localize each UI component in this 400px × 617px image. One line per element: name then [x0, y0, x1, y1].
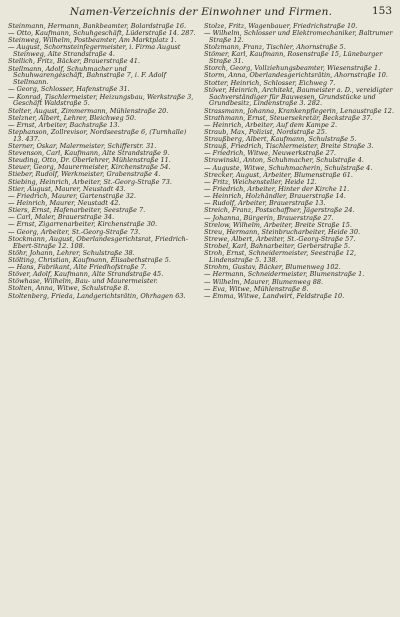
directory-entry: — Heinrich, Holzhändler, Brauerstraße 14. — [204, 192, 346, 201]
directory-entry: Strecker, August, Arbeiter, Blumenstraße 61. — [204, 170, 353, 179]
directory-entry: — Wilhelm, Schlosser und Elektromechaniker, Baltrumer Straße 12. — [204, 29, 393, 44]
directory-entry: Stolten, Anna, Witwe, Schulstraße 8. — [8, 284, 130, 293]
directory-entry: Stoltenberg, Frieda, Landgerichtsrätin, Ohrhagen 63. — [8, 291, 186, 300]
directory-entry: — Carl, Maler, Brauerstraße 34. — [8, 213, 115, 222]
directory-entry: Steinweg, Wilhelm, Postbeamter, Am Marktplatz 1. — [8, 36, 177, 45]
directory-entry: Stolze, Fritz, Wagenbauer, Friedrichstraße 10. — [204, 22, 358, 30]
directory-entry: — Friedrich, Witwe, Neuwerkstraße 27. — [204, 149, 336, 158]
page-title: Namen-Verzeichnis der Einwohner und Firmen. — [69, 6, 333, 18]
right-column — [204, 23, 394, 300]
directory-entry: Stier, August, Maurer, Neustadt 43. — [8, 184, 126, 193]
directory-columns — [8, 23, 394, 300]
directory-entry: Strelow, Wilhelm, Arbeiter, Breite Straße 15. — [204, 220, 352, 229]
directory-entry: — Heinrich, Arbeiter, Auf dem Kampe 2. — [204, 120, 338, 129]
directory-entry: — Georg, Arbeiter, St.-Georg-Straße 73. — [8, 227, 141, 236]
directory-entry: Stellich, Fritz, Bäcker, Brauerstraße 41. — [8, 57, 140, 66]
directory-entry: Strauß, Friedrich, Tischlermeister, Breite Straße 3. — [204, 142, 374, 151]
directory-entry: Stroh, Ernst, Schneidermeister, Seestraße 12, Lindenstraße 5. 138. — [204, 249, 357, 265]
directory-entry: Storm, Anna, Oberlandesgerichtsrätin, Ahornstraße 10. — [204, 71, 388, 80]
directory-entry: Sterner, Oskar, Malermeister, Schifferstr. 31. — [8, 141, 157, 150]
directory-entry: — Rudolf, Arbeiter, Brauerstraße 13. — [204, 199, 326, 208]
directory-entry: — Hermann, Schneidermeister, Blumenstraße 1. — [204, 270, 365, 279]
directory-entry: Steinmann, Hermann, Bankbeamter, Bolardstraße 16. — [8, 22, 187, 30]
directory-entry: Steuding, Otto, Dr. Oberlehrer, Mühlenstraße 11. — [8, 156, 171, 165]
directory-entry: Strathmann, Ernst, Steuersekretär, Beckstraße 37. — [204, 113, 373, 122]
left-column — [8, 23, 198, 300]
directory-entry: Straub, Max, Polizist, Nordstraße 25. — [204, 127, 328, 136]
directory-entry: — Ernst, Zigarrenarbeiter, Kirchenstraße 30. — [8, 220, 158, 229]
directory-entry: Stiers, Ernst, Hafenarbeiter, Seestraße 7. — [8, 206, 146, 215]
directory-entry: Stömer, Karl, Kaufmann, Rosenstraße 15, Lüneburger Straße 31. — [204, 50, 383, 66]
directory-entry: — Friedrich, Arbeiter, Hinter der Kirche 11. — [204, 185, 350, 194]
directory-entry: Stelzner, Albert, Lehrer, Bleichweg 50. — [8, 113, 137, 122]
directory-entry: Stellmann, Adolf, Schuhmacher und Schuhwarengeschäft, Bahnstraße 7, i. F. Adolf Stellmann. — [8, 64, 166, 87]
directory-entry: — Heinrich, Maurer, Neustadt 42. — [8, 199, 121, 208]
directory-entry: — August, Schornsteinfegermeister, i. Firma August Steinweg, Alte Strandstraße 4. — [8, 43, 181, 59]
directory-entry: Straußberg, Albert, Kaufmann, Schulstraße 5. — [204, 135, 357, 144]
directory-entry: Stevenson, Carl, Kaufmann, Alte Strandstraße 9. — [8, 149, 170, 158]
directory-entry: — Hans, Fabrikant, Alte Friedhofstraße 7. — [8, 263, 147, 271]
directory-entry: — Konrad, Tischlermeister, Heizungsbau, Werkstraße 3, Geschäft Waldstraße 5. — [8, 92, 194, 108]
directory-entry: Stephanson, Zollrevisor, Nordseestraße 6, (Turnhalle) 13. 437. — [8, 127, 187, 143]
directory-entry: — Friedrich, Maurer, Gartenstraße 32. — [8, 191, 136, 200]
directory-entry: Stöhr, Johann, Lehrer, Schulstraße 38. — [8, 248, 135, 257]
directory-entry: Stotter, Heinrich, Schlosser, Eichweg 7. — [204, 78, 336, 87]
directory-entry: Steuer, Georg, Maurermeister, Kirchenstraße 54. — [8, 163, 171, 172]
directory-entry: Stöver, Heinrich, Architekt, Baumeister a. D., vereidigter Sachverständiger für Bauwesen, Grundstücke und Grundbesitz, Lindenstraße 3. 282. — [204, 85, 393, 108]
directory-entry: Streu, Hermann, Steinbrucharbeiter, Heide 30. — [204, 227, 361, 236]
directory-entry: Stockmann, August, Oberlandesgerichtsrat, Friedrich-Ebert-Straße 12. 108. — [8, 234, 188, 250]
directory-entry: Storch, Georg, Vollziehungsbeamter, Wiesenstraße 1. — [204, 64, 381, 73]
directory-entry: — Eva, Witwe, Mühlenstraße 8. — [204, 284, 309, 293]
directory-entry: Strohm, Gustav, Bäcker, Blumenweg 102. — [204, 263, 341, 272]
directory-entry: Stöver, Adolf, Kaufmann, Alte Strandstraße 45. — [8, 270, 164, 279]
directory-entry: Strassmann, Johanna, Krankenpflegerin, Lenaustraße 12. — [204, 106, 395, 115]
directory-entry: Stieber, Rudolf, Werkmeister, Grabenstraße 4. — [8, 170, 161, 179]
directory-entry: — Auguste, Witwe, Schuhmacherin, Schulstraße 4. — [204, 163, 373, 172]
directory-entry: Strobel, Karl, Bahnarbeiter, Gerberstraße 5. — [204, 242, 351, 251]
directory-entry: — Emma, Witwe, Landwirt, Feldstraße 10. — [204, 291, 345, 300]
directory-entry: — Georg, Schlosser, Hafenstraße 31. — [8, 85, 130, 94]
page-header — [8, 5, 394, 20]
directory-entry: Stöwhase, Wilhelm, Bau- und Maurermeister. — [8, 277, 158, 286]
directory-entry: Stelter, August, Zimmermann, Mühlenstraße 20. — [8, 106, 169, 115]
directory-entry: Stolzmann, Franz, Tischler, Ahornstraße 5. — [204, 43, 346, 52]
directory-entry: — Fritz, Weichensteller, Heide 12. — [204, 177, 317, 186]
directory-entry: Strawinski, Anton, Schuhmacher, Schulstraße 4. — [204, 156, 364, 165]
directory-entry: — Ernst, Arbeiter, Bachstraße 13. — [8, 120, 120, 129]
directory-entry: Stiebing, Heinrich, Arbeiter, St.-Georg-Straße 73. — [8, 177, 172, 186]
directory-entry: — Otto, Kaufmann, Schuhgeschäft, Lüderstraße 14. 287. — [8, 29, 196, 38]
page-number: 153 — [371, 5, 392, 17]
directory-entry: Strewe, Albert, Arbeiter, St.-Georg-Straße 57. — [204, 235, 356, 244]
directory-entry: — Johanna, Bürgerin, Brauerstraße 27. — [204, 213, 334, 222]
directory-entry: — Wilhelm, Maurer, Blumenweg 88. — [204, 277, 324, 286]
directory-entry: Streich, Franz, Postschaffner, Jägerstraße 24. — [204, 206, 355, 215]
directory-entry: Stölting, Christian, Kaufmann, Elisabethstraße 5. — [8, 255, 171, 264]
